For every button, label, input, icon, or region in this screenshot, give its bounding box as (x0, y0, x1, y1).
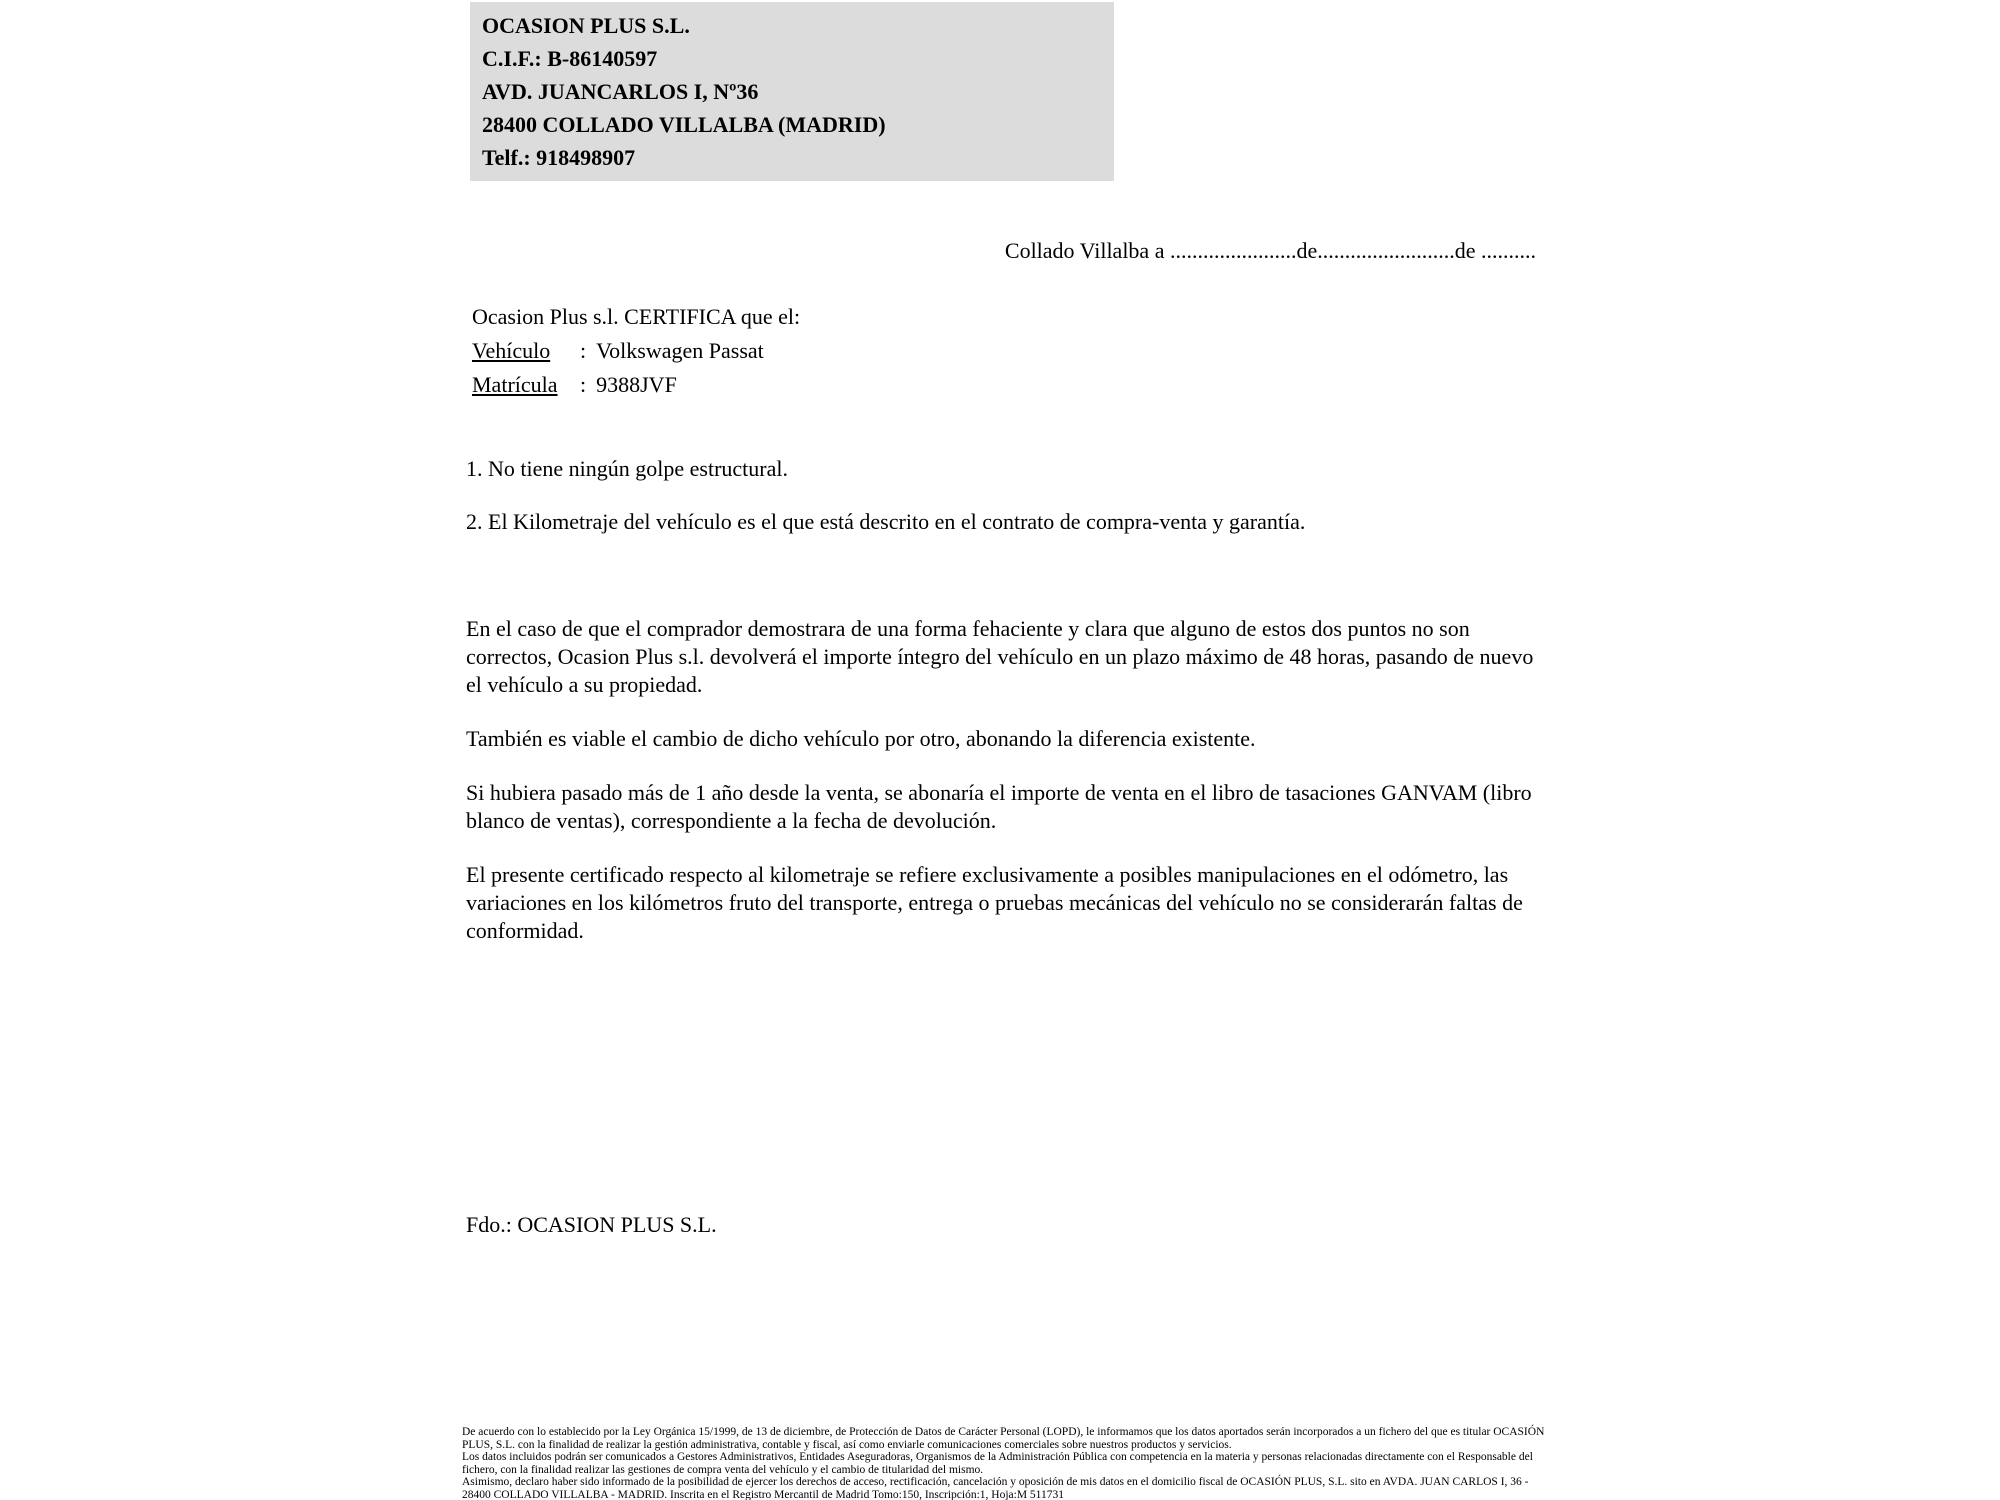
signature-line: Fdo.: OCASION PLUS S.L. (466, 1212, 717, 1237)
body-paragraphs (466, 615, 1544, 971)
paragraph: Si hubiera pasado más de 1 año desde la venta, se abonaría el importe de venta en el libro de tasaciones GANVAM (libro blanco de ventas), correspondiente a la fecha de devolución. (466, 780, 1532, 833)
point-item: 1. No tiene ningún golpe estructural. (466, 456, 788, 481)
plate-value: 9388JVF (596, 372, 677, 397)
points-list (466, 455, 1546, 561)
company-address: AVD. JUANCARLOS I, Nº36 (482, 79, 759, 104)
company-city: 28400 COLLADO VILLALBA (MADRID) (482, 112, 886, 137)
vehicle-line (472, 334, 800, 368)
paragraph: En el caso de que el comprador demostrara de una forma fehaciente y clara que alguno de estos dos puntos no son correctos, Ocasion Plus s.l. devolverá el importe íntegro del vehículo en un plazo máximo de 48 horas, pasando de nuevo el vehículo a su propiedad. (466, 616, 1534, 697)
company-name: OCASION PLUS S.L. (482, 13, 690, 38)
legal-notice (462, 1426, 1554, 1500)
legal-paragraph: De acuerdo con lo establecido por la Ley Orgánica 15/1999, de 13 de diciembre, de Protección de Datos de Carácter Personal (LOPD), le informamos que los datos aportados serán incorporados a un fichero del que es titular OCASIÓN PLUS, S.L. con la finalidad de realizar la gestión administrativa, contable y fiscal, así como enviarle comunicaciones comerciales sobre nuestros productos y servicios. (462, 1426, 1545, 1451)
plate-line (472, 368, 800, 402)
letterhead-box (470, 2, 1114, 181)
paragraph: El presente certificado respecto al kilometraje se refiere exclusivamente a posibles manipulaciones en el odómetro, las variaciones en los kilómetros fruto del transporte, entrega o pruebas mecánicas del vehículo no se considerarán faltas de conformidad. (466, 862, 1523, 943)
paragraph: También es viable el cambio de dicho vehículo por otro, abonando la diferencia existente. (466, 726, 1256, 751)
vehicle-label: Vehículo (472, 338, 551, 363)
plate-label: Matrícula (472, 372, 558, 397)
company-cif: C.I.F.: B-86140597 (482, 46, 658, 71)
certification-block (472, 300, 800, 402)
certification-intro: Ocasion Plus s.l. CERTIFICA que el: (472, 304, 801, 329)
legal-paragraph: Los datos incluidos podrán ser comunicados a Gestores Administrativos, Entidades Aseguradoras, Organismos de la Administración Pública con competencia en la materia y personas relacionadas directamente con el Responsable del fichero, con la finalidad realizar las gestiones de compra venta del vehículo y el cambio de titularidad del mismo. (462, 1451, 1533, 1476)
vehicle-value: Volkswagen Passat (596, 338, 764, 363)
point-item: 2. El Kilometraje del vehículo es el que está descrito en el contrato de compra-venta y garantía. (466, 509, 1306, 534)
vehicle-separator: : (580, 338, 587, 363)
legal-paragraph: Asimismo, declaro haber sido informado de la posibilidad de ejercer los derechos de acceso, rectificación, cancelación y oposición de mis datos en el domicilio fiscal de OCASIÓN PLUS, S.L. sito en AVDA. JUAN CARLOS I, 36 - 28400 COLLADO VILLALBA - MADRID. Inscrita en el Registro Mercantil de Madrid Tomo:150, Inscripción:1, Hoja:M 511731 (462, 1476, 1529, 1500)
date-line: Collado Villalba a .......................de.........................de .......... (1004, 238, 1536, 263)
company-phone: Telf.: 918498907 (482, 145, 636, 170)
plate-separator: : (580, 372, 587, 397)
